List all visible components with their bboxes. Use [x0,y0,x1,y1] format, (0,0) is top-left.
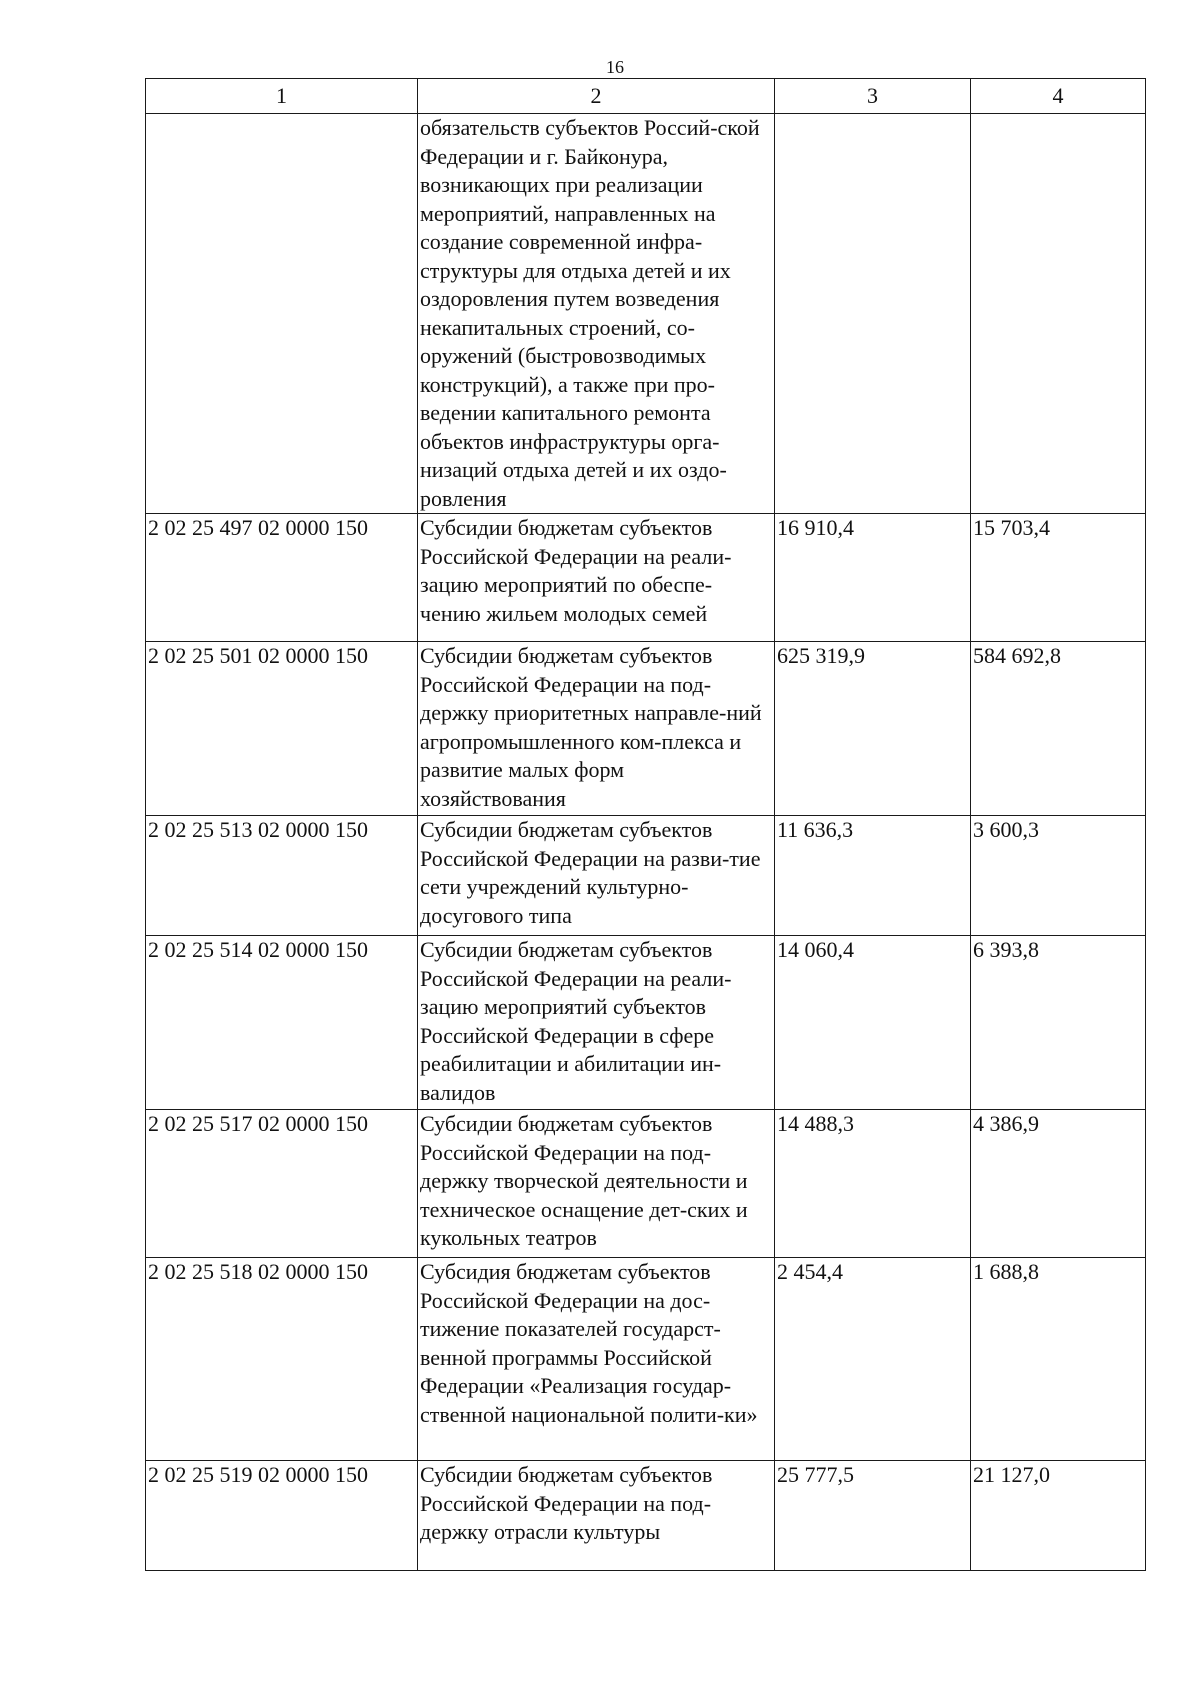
row-name: Субсидии бюджетам субъектов Российской Федерации на под-держку творческой деятельности и техническое оснащение дет-ских и кукольных театров [418,1110,775,1258]
row-value-col4: 584 692,8 [971,642,1146,816]
row-code: 2 02 25 501 02 0000 150 [146,642,418,816]
row-code [146,114,418,514]
budget-table [145,78,1146,1571]
row-name: Субсидии бюджетам субъектов Российской Федерации на реали-зацию мероприятий субъектов Российской Федерации в сфере реабилитации и абилитации ин-валидов [418,936,775,1110]
column-header-2: 2 [418,79,775,114]
table-row [146,1110,1146,1258]
row-value-col4: 6 393,8 [971,936,1146,1110]
row-value-col4: 4 386,9 [971,1110,1146,1258]
row-code: 2 02 25 514 02 0000 150 [146,936,418,1110]
table-header-row [146,79,1146,114]
table-row [146,936,1146,1110]
row-value-col3: 25 777,5 [775,1461,971,1571]
column-header-3: 3 [775,79,971,114]
row-value-col3: 14 060,4 [775,936,971,1110]
row-value-col4 [971,114,1146,514]
row-value-col3: 16 910,4 [775,514,971,642]
row-value-col3: 14 488,3 [775,1110,971,1258]
table-row [146,114,1146,514]
row-value-col3: 11 636,3 [775,816,971,936]
row-name: Субсидии бюджетам субъектов Российской Федерации на разви-тие сети учреждений культурно-досугового типа [418,816,775,936]
row-name: Субсидии бюджетам субъектов Российской Федерации на реали-зацию мероприятий по обеспе-чению жильем молодых семей [418,514,775,642]
row-code: 2 02 25 519 02 0000 150 [146,1461,418,1571]
row-code: 2 02 25 513 02 0000 150 [146,816,418,936]
row-code: 2 02 25 517 02 0000 150 [146,1110,418,1258]
column-header-1: 1 [146,79,418,114]
row-value-col3: 2 454,4 [775,1258,971,1461]
row-value-col3: 625 319,9 [775,642,971,816]
row-name: обязательств субъектов Россий-ской Федерации и г. Байконура, возникающих при реализации мероприятий, направленных на создание современной инфра-структуры для отдыха детей и их оздоровления путем возведения некапитальных строений, со-оружений (быстровозводимых конструкций), а также при про-ведении капитального ремонта объектов инфраструктуры орга-низаций отдыха детей и их оздо-ровления [418,114,775,514]
row-name: Субсидии бюджетам субъектов Российской Федерации на под-держку приоритетных направле-ний агропромышленного ком-плекса и развитие малых форм хозяйствования [418,642,775,816]
row-name: Субсидия бюджетам субъектов Российской Федерации на дос-тижение показателей государст-венной программы Российской Федерации «Реализация государ-ственной национальной полити-ки» [418,1258,775,1461]
row-value-col4: 1 688,8 [971,1258,1146,1461]
row-value-col3 [775,114,971,514]
table-row [146,816,1146,936]
row-value-col4: 21 127,0 [971,1461,1146,1571]
page-number: 16 [606,57,624,77]
table-row [146,642,1146,816]
row-code: 2 02 25 518 02 0000 150 [146,1258,418,1461]
row-name: Субсидии бюджетам субъектов Российской Федерации на под-держку отрасли культуры [418,1461,775,1571]
table-row [146,514,1146,642]
column-header-4: 4 [971,79,1146,114]
table-row [146,1258,1146,1461]
row-value-col4: 15 703,4 [971,514,1146,642]
row-code: 2 02 25 497 02 0000 150 [146,514,418,642]
table-row [146,1461,1146,1571]
row-value-col4: 3 600,3 [971,816,1146,936]
